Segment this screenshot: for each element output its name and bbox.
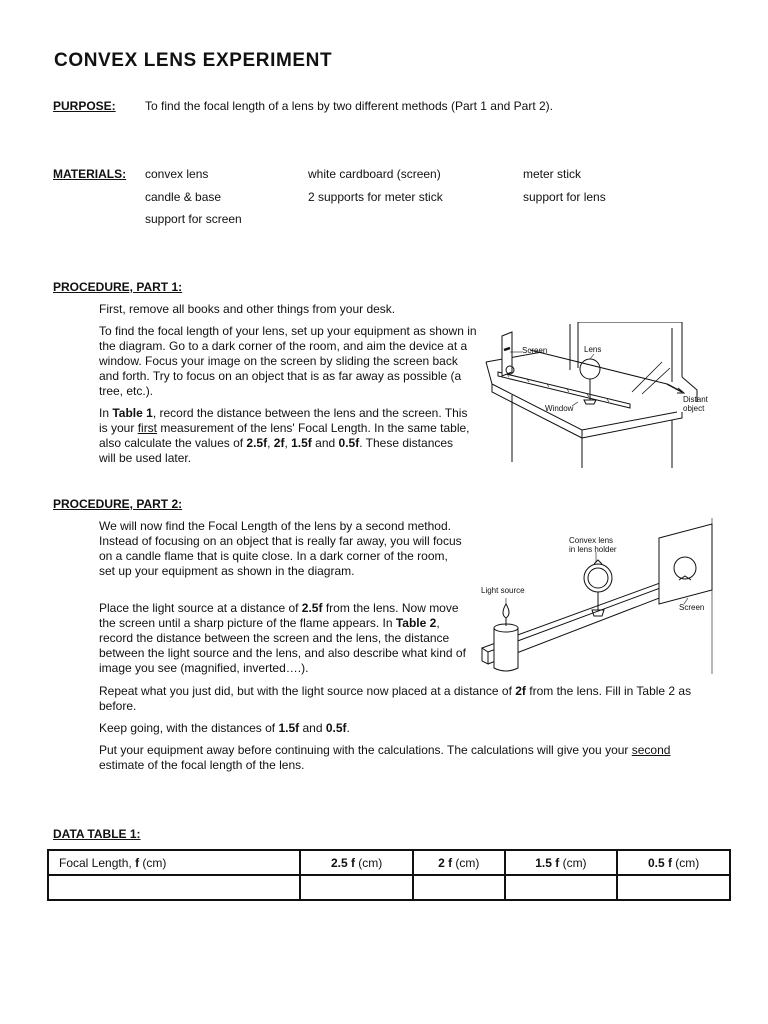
diagram2-screen-label: Screen	[679, 603, 705, 612]
material-item: support for lens	[523, 190, 606, 204]
data-table-1	[47, 849, 731, 901]
material-item: support for screen	[145, 212, 242, 226]
table-cell[interactable]	[505, 875, 618, 900]
part1-paragraph-3: In Table 1, record the distance between the lens and the screen. This is your first measurement of the lens' Focal Length. In the same table, also calculate the values of 2.5f, 2f, 1.5f and 0.5f. These distances will be used later.	[99, 406, 470, 465]
material-item: 2 supports for meter stick	[308, 190, 443, 204]
material-item: white cardboard (screen)	[308, 167, 441, 181]
diagram1-lens-label: Lens	[584, 345, 602, 354]
table-cell[interactable]	[617, 875, 730, 900]
table-header-cell: Focal Length, f (cm)	[48, 850, 300, 875]
materials-label: MATERIALS:	[53, 167, 127, 181]
diagram2-lens-label-1: Convex lens	[569, 536, 614, 545]
part2-paragraph-3: Repeat what you just did, but with the light source now placed at a distance of 2f from the lens. Fill in Table 2 as before.	[99, 684, 692, 713]
table-cell[interactable]	[300, 875, 413, 900]
part2-paragraph-4: Keep going, with the distances of 1.5f and 0.5f.	[99, 721, 350, 735]
table-header-row	[48, 850, 730, 875]
page-title: CONVEX LENS EXPERIMENT	[54, 50, 333, 71]
part1-paragraph-1: First, remove all books and other things from your desk.	[99, 302, 396, 316]
purpose-text: To find the focal length of a lens by two different methods (Part 1 and Part 2).	[145, 99, 554, 113]
diagram1-screen-label: Screen	[522, 346, 548, 355]
diagram1-window-label: Window	[545, 404, 574, 413]
part1-heading: PROCEDURE, PART 1:	[53, 280, 183, 294]
table-header-cell: 2 f (cm)	[413, 850, 505, 875]
part2-heading: PROCEDURE, PART 2:	[53, 497, 183, 511]
part2-paragraph-5: Put your equipment away before continuing with the calculations. The calculations will give you your second estimate of the focal length of the lens.	[99, 743, 671, 772]
part2-paragraph-2: Place the light source at a distance of 2.5f from the lens. Now move the screen until a sharp picture of the flame appears. In Table 2, record the distance between the screen and the lens, the distance between the light source and the lens, and also describe what kind of image you see (magnified, inverted….).	[99, 601, 466, 675]
table1-heading: DATA TABLE 1:	[53, 827, 141, 841]
table-cell[interactable]	[48, 875, 300, 900]
diagram2-light-label: Light source	[481, 586, 525, 595]
part1-paragraph-2: To find the focal length of your lens, set up your equipment as shown in the diagram. Go to a dark corner of the room, and aim the device at a window. Focus your image on the screen by sliding the screen back and forth. Try to focus on an object that is as far away as possible (a tree, etc.).	[99, 324, 477, 398]
table-cell[interactable]	[413, 875, 505, 900]
diagram2-lens-label-2: in lens holder	[569, 545, 617, 554]
table-header-cell: 1.5 f (cm)	[505, 850, 618, 875]
part1-diagram	[482, 322, 722, 468]
material-item: convex lens	[145, 167, 209, 181]
diagram1-distant-label: Distant	[683, 395, 708, 404]
table-row	[48, 875, 730, 900]
part2-paragraph-1: We will now find the Focal Length of the lens by a second method. Instead of focusing on an object that is really far away, you will focus on a candle flame that is quite close. In a dark corner of the room, set up your equipment as shown in the diagram.	[99, 519, 462, 578]
diagram1-object-label: object	[683, 404, 705, 413]
material-item: candle & base	[145, 190, 222, 204]
table-header-cell: 2.5 f (cm)	[300, 850, 413, 875]
purpose-label: PURPOSE:	[53, 99, 116, 113]
part2-diagram	[476, 518, 716, 674]
material-item: meter stick	[523, 167, 582, 181]
table-header-cell: 0.5 f (cm)	[617, 850, 730, 875]
